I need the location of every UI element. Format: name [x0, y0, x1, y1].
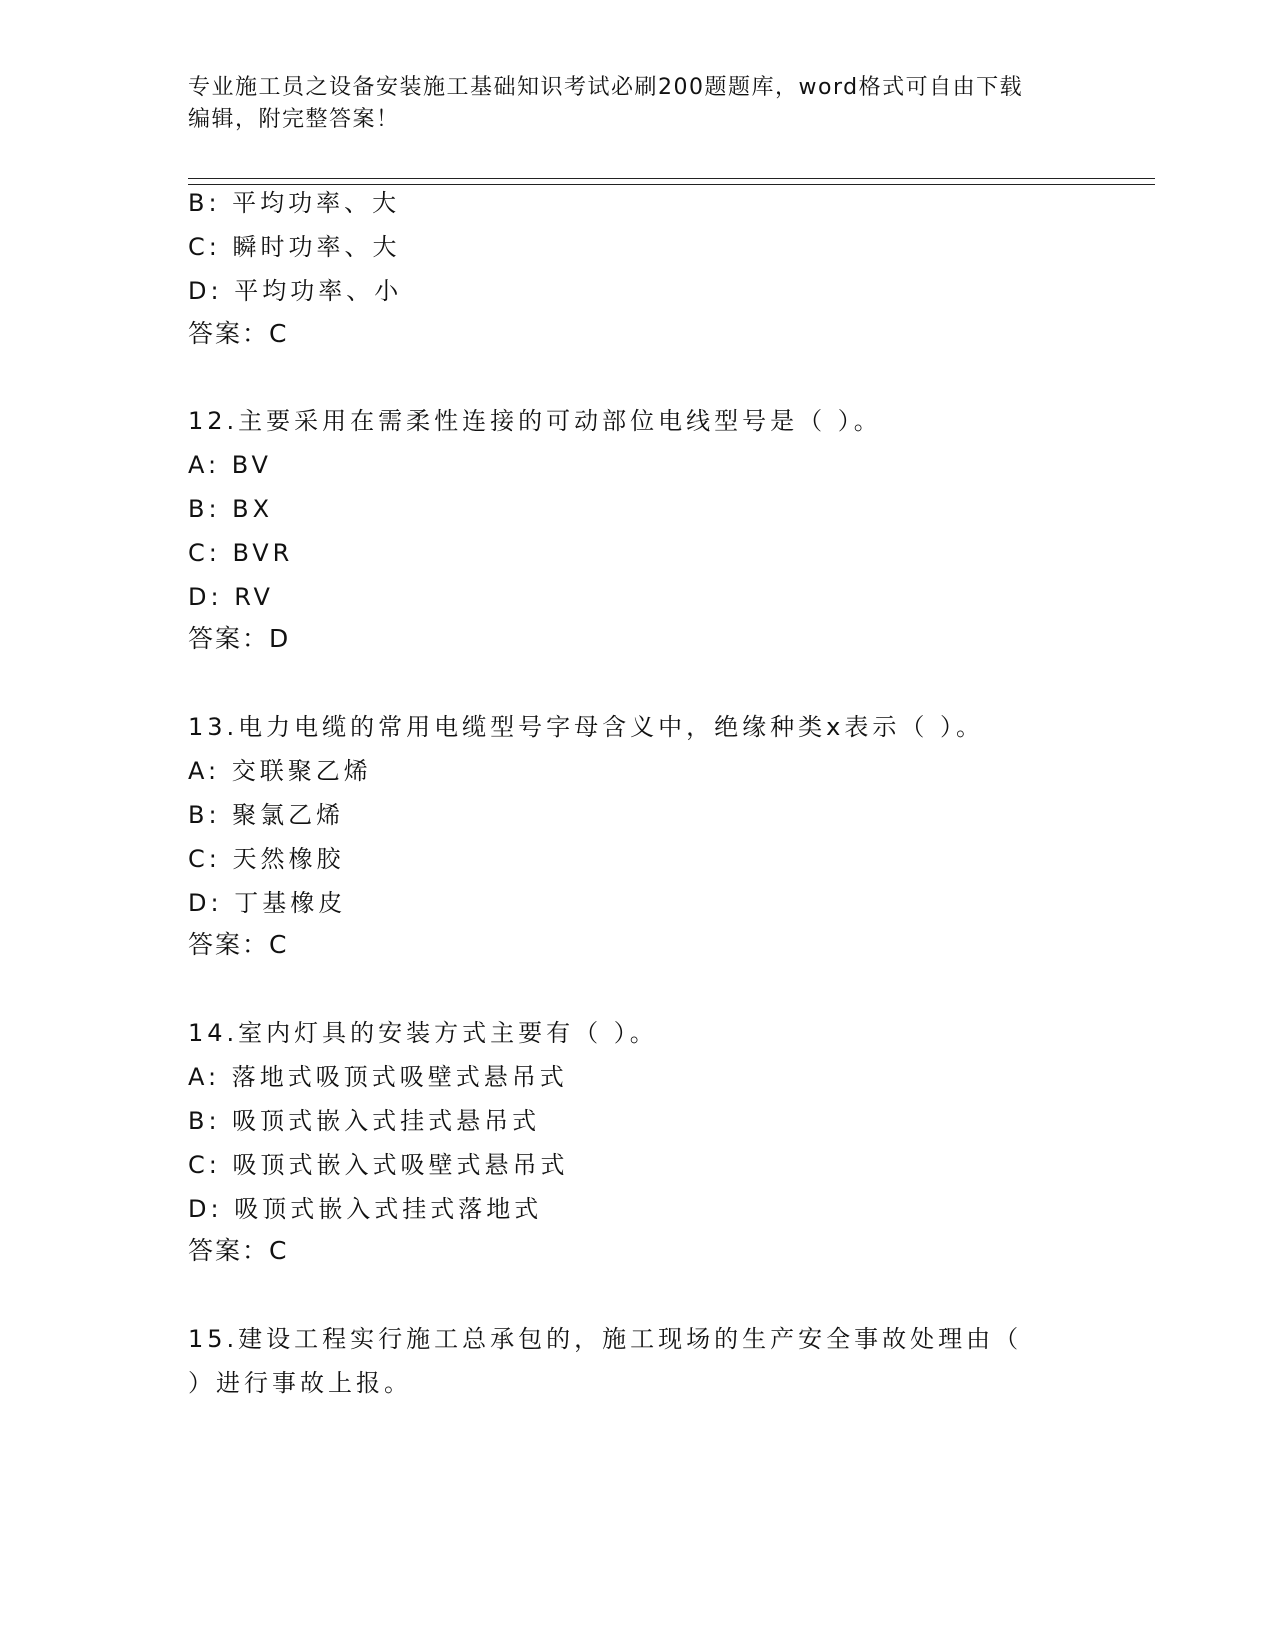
q12-option-a: A: BV [188, 451, 272, 479]
prev-option-b: B: 平均功率、大 [188, 189, 401, 217]
q13-answer: 答案：C [188, 930, 289, 959]
q12-option-c: C: BVR [188, 539, 294, 567]
q12-option-d: D: RV [188, 583, 274, 611]
q15-stem-line1: 15.建设工程实行施工总承包的，施工现场的生产安全事故处理由（ [188, 1325, 1023, 1353]
q12-answer: 答案：D [188, 624, 291, 653]
header-divider [188, 178, 1155, 185]
q15-stem-line2: ）进行事故上报。 [188, 1369, 412, 1397]
q14-stem: 14.室内灯具的安装方式主要有（ ）。 [188, 1019, 658, 1047]
q13-stem: 13.电力电缆的常用电缆型号字母含义中，绝缘种类x表示（ ）。 [188, 713, 984, 741]
q14-option-b: B: 吸顶式嵌入式挂式悬吊式 [188, 1107, 541, 1135]
q12-option-b: B: BX [188, 495, 274, 523]
q14-option-a: A: 落地式吸顶式吸壁式悬吊式 [188, 1063, 568, 1091]
q13-option-a: A: 交联聚乙烯 [188, 757, 372, 785]
q14-answer: 答案：C [188, 1236, 289, 1265]
q13-option-c: C: 天然橡胶 [188, 845, 345, 873]
prev-option-c: C: 瞬时功率、大 [188, 233, 401, 261]
document-title: 专业施工员之设备安装施工基础知识考试必刷200题题库，word格式可自由下载 编辑，附完整答案！ [188, 75, 1024, 132]
prev-option-d: D: 平均功率、小 [188, 277, 403, 305]
q14-option-c: C: 吸顶式嵌入式吸壁式悬吊式 [188, 1151, 569, 1179]
q13-option-d: D: 丁基橡皮 [188, 889, 347, 917]
prev-answer: 答案：C [188, 319, 289, 348]
q14-option-d: D: 吸顶式嵌入式挂式落地式 [188, 1195, 543, 1223]
q12-stem: 12.主要采用在需柔性连接的可动部位电线型号是（ ）。 [188, 407, 882, 435]
q13-option-b: B: 聚氯乙烯 [188, 801, 345, 829]
